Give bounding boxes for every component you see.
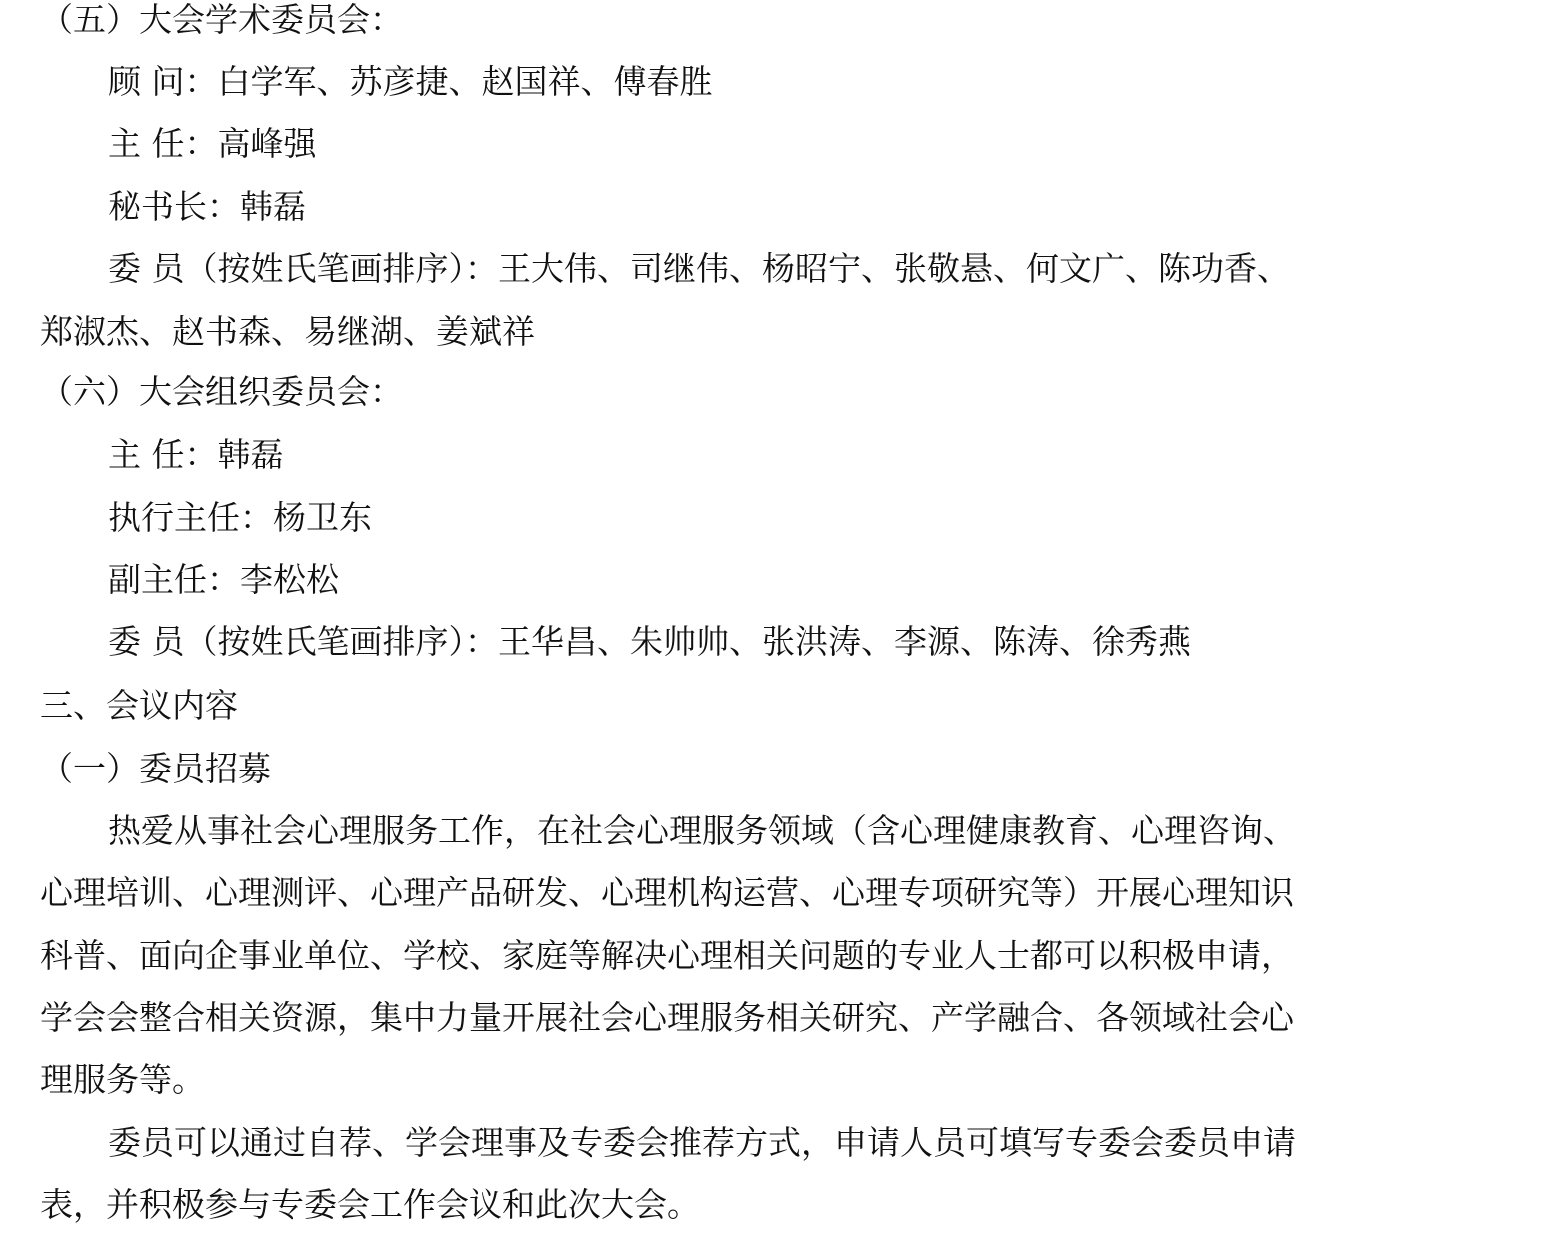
subsection-heading: （一）委员招募 — [40, 749, 271, 788]
academic-members-line: 委 员（按姓氏笔画排序）：王大伟、司继伟、杨昭宁、张敬悬、何文广、陈功香、 — [108, 249, 1290, 288]
paragraph-line: 科普、面向企事业单位、学校、家庭等解决心理相关问题的专业人士都可以积极申请， — [40, 936, 1294, 975]
organizing-deputy-director-line: 副主任：李松松 — [108, 560, 339, 599]
organizing-executive-director-line: 执行主任：杨卫东 — [108, 498, 372, 537]
academic-advisors-line: 顾 问：白学军、苏彦捷、赵国祥、傅春胜 — [108, 62, 713, 101]
paragraph-line: 委员可以通过自荐、学会理事及专委会推荐方式，申请人员可填写专委会委员申请 — [108, 1123, 1296, 1162]
academic-secretary-line: 秘书长：韩磊 — [108, 187, 306, 226]
academic-members-line: 郑淑杰、赵书森、易继湖、姜斌祥 — [40, 312, 535, 351]
academic-director-line: 主 任：高峰强 — [108, 124, 317, 163]
section-heading: 三、会议内容 — [40, 686, 238, 725]
paragraph-line: 表，并积极参与专委会工作会议和此次大会。 — [40, 1185, 700, 1224]
organizing-committee-heading: （六）大会组织委员会： — [40, 372, 403, 411]
organizing-director-line: 主 任：韩磊 — [108, 435, 284, 474]
paragraph-line: 心理培训、心理测评、心理产品研发、心理机构运营、心理专项研究等）开展心理知识 — [40, 873, 1294, 912]
paragraph-line: 理服务等。 — [40, 1060, 205, 1099]
paragraph-line: 学会会整合相关资源，集中力量开展社会心理服务相关研究、产学融合、各领域社会心 — [40, 998, 1294, 1037]
paragraph-line: 热爱从事社会心理服务工作，在社会心理服务领域（含心理健康教育、心理咨询、 — [108, 811, 1296, 850]
academic-committee-heading: （五）大会学术委员会： — [40, 0, 403, 39]
organizing-members-line: 委 员（按姓氏笔画排序）：王华昌、朱帅帅、张洪涛、李源、陈涛、徐秀燕 — [108, 622, 1191, 661]
